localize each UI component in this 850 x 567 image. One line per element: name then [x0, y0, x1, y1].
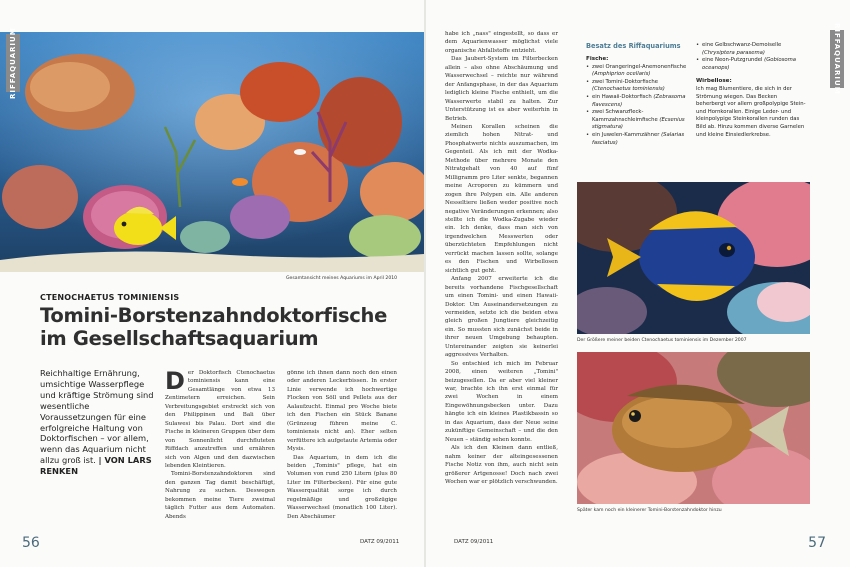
- tomini-fish-illustration: [577, 352, 810, 504]
- paragraph: So entschied ich mich im Februar 2008, einen weiteren „Tomini" beizugesellen. Da er aber viel kleiner war, brachte ich ihn erst einmal für zwei Wochen in einem Eingewöhnungsbecken unter. Dazu hängte ich ein kleines Plastikbassin so in das Aquarium, dass der Neue seine zukünftige Gemeinschaft – und die den Neuen – ständig sehen konnte.: [445, 360, 558, 443]
- paragraph: Meinen Korallen scheinen die ziemlich hohen Nitrat- und Phosphatwerte nichts auszumachen, im Gegenteil. Als ich mit der Wodka-Methode über mehrere Monate den Nitratgehalt von 40 auf fünf Milligramm pro Liter senkte, begannen meine Acroporen zu kümmern und zogen ihre Polypen ein. Alle anderen Nesseltiere ließen weder positive noch negative Veränderungen erkennen; also stellte ich die Wodka-Zugabe wieder ein. Ich denke, dass man sich von irgendwelchen Messwerten oder überzüchteten Empfehlungen nicht verrückt machen lassen sollte, solange es den Fischen und Wirbellosen sichtlich gut geht.: [445, 123, 558, 274]
- list-item: • eine Gelbschwanz-Demoiselle (Chrysiptera parasema): [696, 42, 808, 57]
- aquarium-illustration: [0, 32, 424, 272]
- lead-text: Reichhaltige Ernährung, umsichtige Wasserpflege und kräftige Strömung sind wesentliche Voraussetzungen für eine erfolgreiche Haltung von Doktorfischen – vor allem, wenn das Aquarium nicht allzu groß ist.: [40, 368, 154, 466]
- byline: | VON LARS RENKEN: [40, 455, 152, 477]
- article-kicker: CTENOCHAETUS TOMINIENSIS: [40, 293, 180, 302]
- fish-caption-2: Später kam noch ein kleinerer Tomini-Borstenzahndoktor hinzu: [577, 508, 722, 513]
- text-column-3: [445, 30, 558, 486]
- text-column-2: [287, 369, 397, 521]
- list-item: • zwei Schwanzfleck-Kammzahnschleimfische (Ecsenius stigmatura): [586, 109, 694, 132]
- section-tag: RIFFAQUARIUM: [6, 34, 20, 92]
- inverts-text: Ich mag Blumentiere, die sich in der Strömung wiegen. Das Becken beherbergt vor allem großpolypige Stein- und Hornkorallen. Einige Leder- und kleinpolypige Steinkorallen runden das Bild ab. Hinzu kommen diverse Garnelen und kleine Einsiedlerkrebse.: [696, 85, 806, 138]
- paragraph: Anfang 2007 erweiterte ich die bereits vorhandene Fischgesellschaft um einen Tomini- und einen Hawaii-Doktor. Um Auseinandersetzungen zu vermeiden, setzte ich die beiden etwa gleich großen Jungtiere gleichzeitig ein. So mussten sich zunächst beide in ihrer neuen Umgebung behaupten. Untereinander zeigten sie keinerlei aggressives Verhalten.: [445, 276, 558, 359]
- fish-heading: Fische:: [586, 56, 609, 62]
- fish-photo-2: [577, 352, 810, 504]
- left-page: [0, 0, 424, 567]
- text-column-1: [165, 369, 275, 521]
- headline-line-1: Tomini-Borstenzahndoktorfische: [40, 304, 388, 327]
- fish-list-continued: [696, 42, 808, 72]
- page-number-left: 56: [22, 535, 40, 551]
- paragraph: Als ich den Kleinen dann entließ, nahm keiner der alteingesessenen Fische Notiz von ihm, auch nicht sein größerer Artgenosse! Doch nach zwei Wochen war er plötzlich verschwunden.: [445, 445, 558, 486]
- drop-cap: D: [165, 367, 185, 395]
- fish-caption-1: Der Größere meiner beiden Ctenochaetus tominiensis im Dezember 2007: [577, 338, 747, 343]
- list-item: • zwei Orangeringel-Anemonenfische (Amphiprion ocellaris): [586, 64, 694, 79]
- aquarium-hero-photo: [0, 32, 424, 272]
- article-headline: [40, 304, 420, 350]
- paragraph: Tomini-Borstenzahndoktoren sind den ganzen Tag damit beschäftigt, Nahrung zu suchen. Deswegen bekommen meine Tiere zweimal täglich Futter aus dem Automaten. Abends: [165, 471, 275, 520]
- list-item: • eine Neon-Putzgrundel (Gobiosoma oceanops): [696, 57, 808, 72]
- folio-right-page: DATZ 09/2011: [454, 539, 494, 545]
- paragraph: Das Jaubert-System im Filterbecken allein – also ohne Abschäumung und Wasserwechsel – reichte nur während der Anfangsphase, in der das Aquarium lediglich kleine Fische enthielt, um die Wasserwerte stabil zu halten. Zur Unterstützung ist es aber weiterhin in Betrieb.: [445, 56, 558, 122]
- infobox-title: Besatz des Riffaquariums: [586, 42, 681, 50]
- paragraph: er Doktorfisch Ctenochaetus tominiensis kann eine Gesamtlänge von etwa 13 Zentimetern erreichen. Sein Verbreitungsgebiet erstreckt sich von den Philippinen und Bali über Sulawesi bis Palau. Dort sind die Fische in kleineren Gruppen über dem von Sonnenlicht durchfluteten Riffdach anzutreffen und ernähren sich von Algen und den dazwischen lebenden Kleintieren.: [165, 370, 275, 469]
- hero-caption: Gesamtansicht meines Aquariums im April 2010: [286, 276, 398, 281]
- list-item: • ein Juwelen-Kammzähner (Salarias fasciatus): [586, 132, 694, 147]
- stocking-infobox: [572, 34, 810, 186]
- page-number-right: 57: [808, 535, 826, 551]
- paragraph: habe ich „nass" eingestellt, so dass er dem Aquarienwasser möglichst viele organische Abfallstoffe entzieht.: [445, 31, 558, 54]
- list-item: • ein Hawaii-Doktorfisch (Zebrasoma flavescens): [586, 94, 694, 109]
- folio-left-page: DATZ 09/2011: [360, 539, 400, 545]
- paragraph: gönne ich ihnen dann noch den einen oder anderen Leckerbissen. In erster Linie verwende ich hochwertige Flocken von Söll und Pellets aus der Aalaufzucht. Einmal pro Woche biete ich den Fischen ein Stück Banane (Grünzeug führen meine C. tominiensis nicht an). Eher selten verfüttere ich aufgetaute Artemia oder Mysis.: [287, 370, 397, 453]
- article-lead: [40, 368, 160, 477]
- headline-line-2: im Gesellschaftsaquarium: [40, 327, 319, 350]
- infobox-fish-column: [586, 56, 694, 147]
- infobox-right-column: [696, 42, 808, 139]
- fish-photo-1: [577, 182, 810, 334]
- inverts-heading: Wirbellose:: [696, 78, 732, 85]
- section-tag: RIFFAQUARIUM: [830, 30, 844, 88]
- fish-list: [586, 64, 694, 148]
- tang-fish-illustration: [577, 182, 810, 334]
- list-item: • zwei Tomini-Doktorfische (Ctenochaetus tominiensis): [586, 79, 694, 94]
- paragraph: Das Aquarium, in dem ich die beiden „Tominis" pflege, hat ein Volumen von rund 250 Litern (plus 80 Liter im Filterbecken). Für eine gute Wasserqualität sorge ich durch regelmäßige und großzügige Wasserwechsel (monatlich 100 Liter). Den Abschäumer: [287, 454, 397, 520]
